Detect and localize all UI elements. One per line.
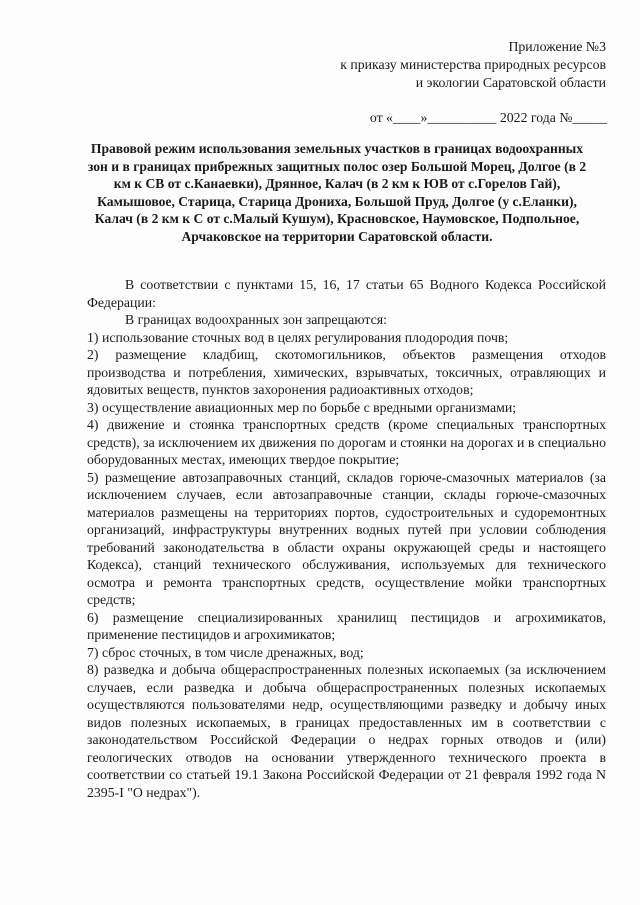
appendix-order-ref: к приказу министерства природных ресурсов xyxy=(340,57,606,72)
document-body xyxy=(87,276,606,801)
list-item-3: 3) осуществление авиационных мер по борьбе с вредными организмами; xyxy=(87,399,517,415)
document-title: Правовой режим использования земельных участков в границах водоохранных зон и в границах прибрежных защитных полос озер Большой Морец, Долгое (в 2 км к СВ от с.Канаевки), Дрянное, Калач (в 2 км к ЮВ от с.Горелов Гай), Камышовое, Старица, Старица Дрониха, Большой Пруд, Долгое (у с.Еланки), Калач (в 2 км к С от с.Малый Кушум), Красновское, Наумовское, Подпольное, Арчаковское на территории Саратовской области. xyxy=(87,141,587,244)
appendix-ministry: и экологии Саратовской области xyxy=(415,75,606,90)
list-item-6: 6) размещение специализированных хранилищ пестицидов и агрохимикатов, применение пестицидов и агрохимикатов; xyxy=(87,609,606,642)
list-item-5: 5) размещение автозаправочных станций, складов горюче-смазочных материалов (за исключением случаев, если автозаправочные станции, склады горюче-смазочных материалов размещены на территориях портов, судостроительных и судоремонтных организаций, инфраструктуры внутренних водных путей при условии соблюдения требований законодательства в области охраны окружающей среды и настоящего Кодекса), станций технического обслуживания, используемых для технического осмотра и ремонта транспортных средств, осуществление мойки транспортных средств; xyxy=(87,469,606,607)
intro-paragraph: В соответствии с пунктами 15, 16, 17 статьи 65 Водного Кодекса Российской Федерации: xyxy=(87,277,606,310)
list-item-8: 8) разведка и добыча общераспространенных полезных ископаемых (за исключением случаев, если разведка и добыча общераспространенных полезных ископаемых осуществляются пользователями недр, осуществляющими разведку и добычу иных видов полезных ископаемых, в границах предоставленных им в соответствии с законодательством Российской Федерации о недрах горных отводов и (или) геологических отводов на основании утвержденного технического проекта в соответствии со статьей 19.1 Закона Российской Федерации от 21 февраля 1992 года N 2395-I "О недрах"). xyxy=(87,662,606,800)
list-item-7: 7) сброс сточных, в том числе дренажных, вод; xyxy=(87,644,364,660)
list-item-4: 4) движение и стоянка транспортных средств (кроме специальных транспортных средств), за исключением их движения по дорогам и стоянки на дорогах и в специально оборудованных местах, имеющих твердое покрытие; xyxy=(87,417,606,467)
order-date-number-line: от «____»__________ 2022 года №_____ xyxy=(369,110,607,125)
appendix-header xyxy=(340,38,606,92)
list-item-2: 2) размещение кладбищ, скотомогильников, объектов размещения отходов производства и потребления, химических, взрывчатых, токсичных, отравляющих и ядовитых веществ, пунктов захоронения радиоактивных отходов; xyxy=(87,347,606,397)
list-item-1: 1) использование сточных вод в целях регулирования плодородия почв; xyxy=(87,329,509,345)
prohibited-heading: В границах водоохранных зон запрещаются: xyxy=(125,312,387,327)
appendix-number: Приложение №3 xyxy=(508,39,606,54)
